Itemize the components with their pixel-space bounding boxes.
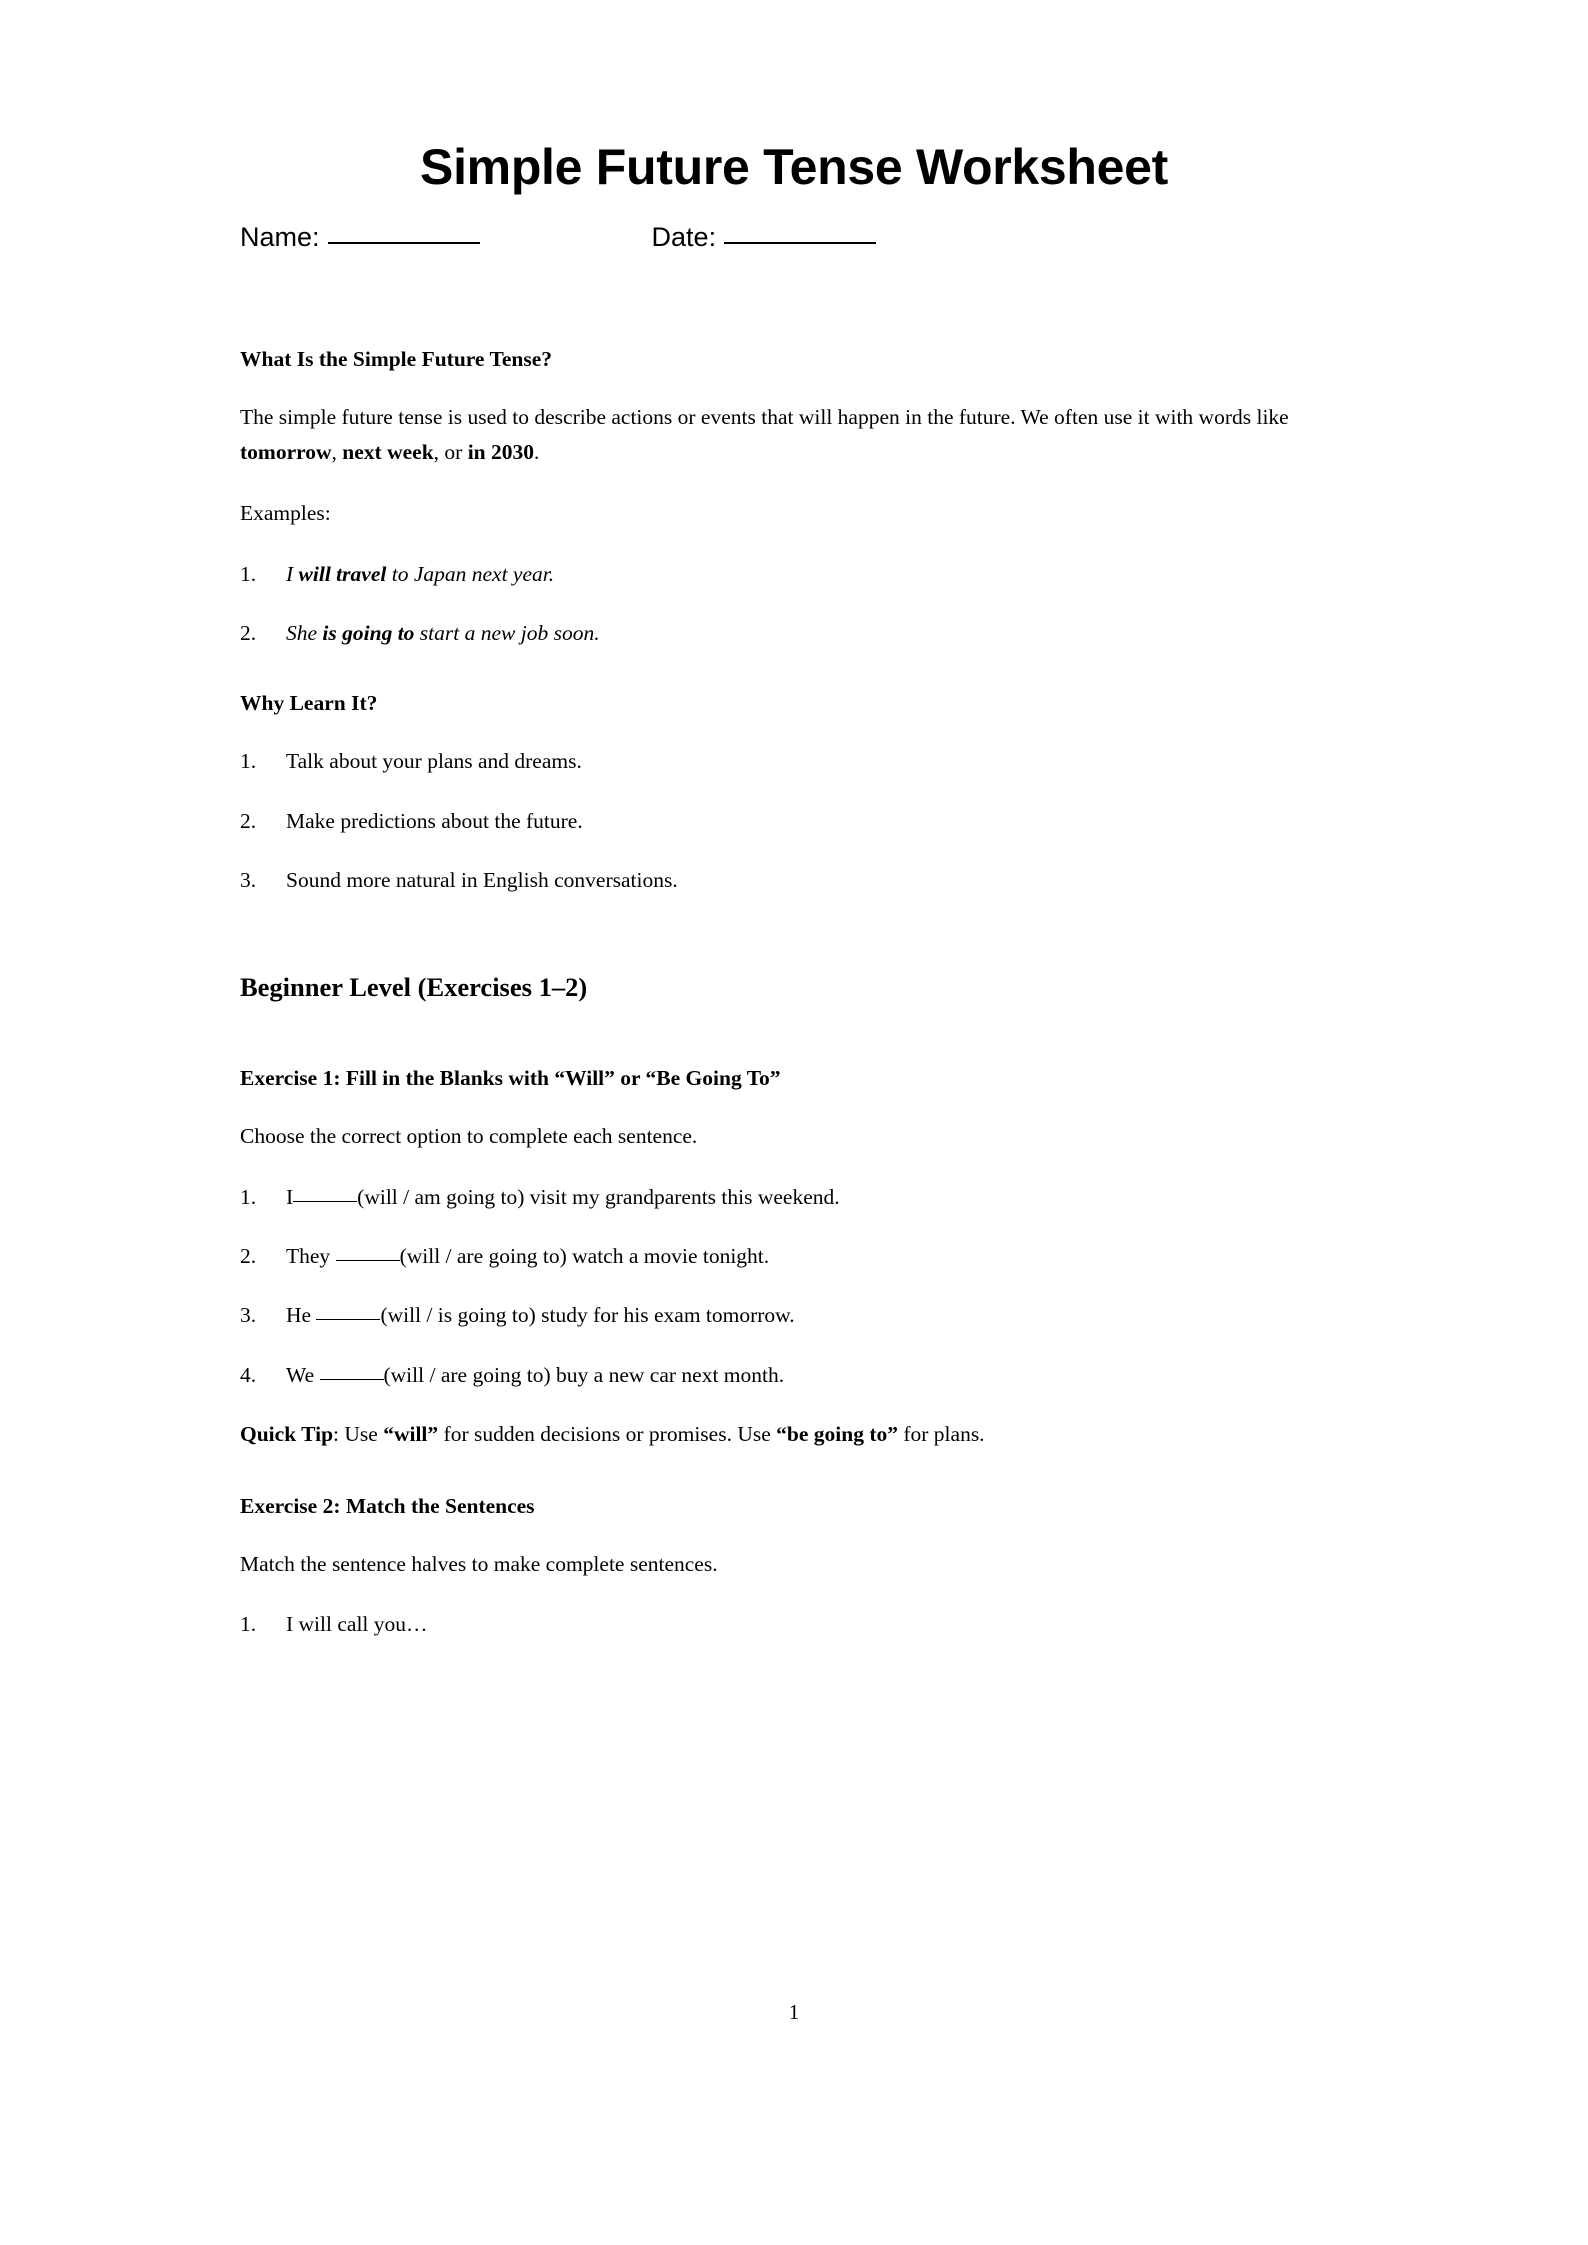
list-marker: 2. (240, 621, 257, 646)
list-item (240, 1213, 1348, 1272)
intro-heading: What Is the Simple Future Tense? (240, 347, 552, 372)
exercise-2-list (240, 1581, 1348, 1640)
sentence-before-blank: He (286, 1303, 312, 1328)
exercise-2-heading: Exercise 2: Match the Sentences (240, 1493, 535, 1518)
name-label: Name: (240, 222, 320, 252)
fill-blank-sentence (286, 1363, 784, 1387)
examples-list (240, 531, 1348, 650)
answer-blank[interactable] (293, 1201, 357, 1202)
name-date-row (240, 221, 1348, 253)
list-marker: 1. (240, 1184, 257, 1209)
list-item (240, 718, 1348, 777)
list-item (240, 1272, 1348, 1331)
list-item-text: Sound more natural in English conversations. (286, 867, 678, 892)
answer-blank[interactable] (336, 1260, 400, 1261)
sentence-before-blank: We (286, 1362, 315, 1387)
intro-paragraph (240, 374, 1348, 470)
quick-tip-label: Quick Tip (240, 1421, 334, 1446)
exercise-1-heading: Exercise 1: Fill in the Blanks with “Will” or “Be Going To” (240, 1065, 781, 1090)
name-blank-line[interactable] (328, 242, 480, 244)
list-marker: 3. (240, 867, 257, 892)
sentence-after-blank: (will / are going to) buy a new car next month. (383, 1362, 785, 1387)
list-item (240, 531, 1348, 590)
beginner-level-heading: Beginner Level (Exercises 1–2) (240, 972, 588, 1003)
answer-blank[interactable] (320, 1379, 384, 1380)
list-item (240, 1581, 1348, 1640)
answer-blank[interactable] (316, 1319, 380, 1320)
list-marker: 4. (240, 1362, 257, 1387)
quick-tip-bold-be-going-to: “be going to” (776, 1421, 898, 1446)
page-number: 1 (788, 2000, 800, 2024)
list-item-text: Talk about your plans and dreams. (286, 749, 582, 774)
list-item-text: I will call you… (286, 1612, 428, 1637)
date-label: Date: (651, 222, 717, 252)
example-lead: She (286, 621, 323, 646)
sentence-after-blank: (will / is going to) study for his exam tomorrow. (380, 1303, 795, 1328)
example-rest: to Japan next year. (386, 561, 555, 586)
list-marker: 1. (240, 561, 257, 586)
quick-tip-text-3: for plans. (897, 1421, 985, 1446)
examples-label: Examples: (240, 501, 331, 526)
keyword-in-2030: in 2030 (467, 440, 535, 465)
list-marker: 1. (240, 749, 257, 774)
example-sentence (286, 562, 554, 586)
example-emphasis: will travel (298, 561, 387, 586)
fill-blank-sentence (286, 1303, 795, 1327)
list-item (240, 778, 1348, 837)
sentence-after-blank: (will / am going to) visit my grandparents this weekend. (357, 1184, 840, 1209)
example-sentence (286, 621, 600, 645)
intro-text-1: The simple future tense is used to describe actions or events that will happen in the future. We often use it with words like (240, 405, 1289, 430)
exercise-1-instruction: Choose the correct option to complete each sentence. (240, 1123, 698, 1148)
exercise-2-instruction: Match the sentence halves to make complete sentences. (240, 1551, 718, 1576)
list-marker: 1. (240, 1612, 257, 1637)
page-title: Simple Future Tense Worksheet (420, 139, 1168, 195)
sentence-before-blank: They (286, 1244, 331, 1269)
quick-tip-text-1: : Use (333, 1421, 384, 1446)
sentence-before-blank: I (286, 1184, 294, 1209)
keyword-tomorrow: tomorrow (240, 440, 332, 465)
why-learn-list (240, 718, 1348, 896)
example-rest: start a new job soon. (414, 621, 600, 646)
list-marker: 2. (240, 1244, 257, 1269)
intro-sep-1: , (331, 440, 343, 465)
fill-blank-sentence (286, 1244, 769, 1268)
list-item-text: Make predictions about the future. (286, 808, 583, 833)
list-item (240, 590, 1348, 649)
exercise-1-list (240, 1154, 1348, 1391)
quick-tip (240, 1391, 1348, 1452)
date-blank-line[interactable] (724, 242, 876, 244)
list-marker: 2. (240, 808, 257, 833)
fill-blank-sentence (286, 1185, 840, 1209)
intro-sep-2: , or (433, 440, 468, 465)
intro-text-end: . (534, 440, 540, 465)
page-content (240, 0, 1348, 1641)
example-emphasis: is going to (322, 621, 415, 646)
list-item (240, 1154, 1348, 1213)
list-item (240, 837, 1348, 896)
quick-tip-bold-will: “will” (383, 1421, 439, 1446)
example-lead: I (286, 561, 299, 586)
why-learn-heading: Why Learn It? (240, 691, 378, 716)
list-marker: 3. (240, 1303, 257, 1328)
header-spacer (240, 253, 1348, 287)
sentence-after-blank: (will / are going to) watch a movie tonight. (399, 1244, 770, 1269)
keyword-next-week: next week (342, 440, 434, 465)
list-item (240, 1332, 1348, 1391)
quick-tip-text-2: for sudden decisions or promises. Use (438, 1421, 777, 1446)
